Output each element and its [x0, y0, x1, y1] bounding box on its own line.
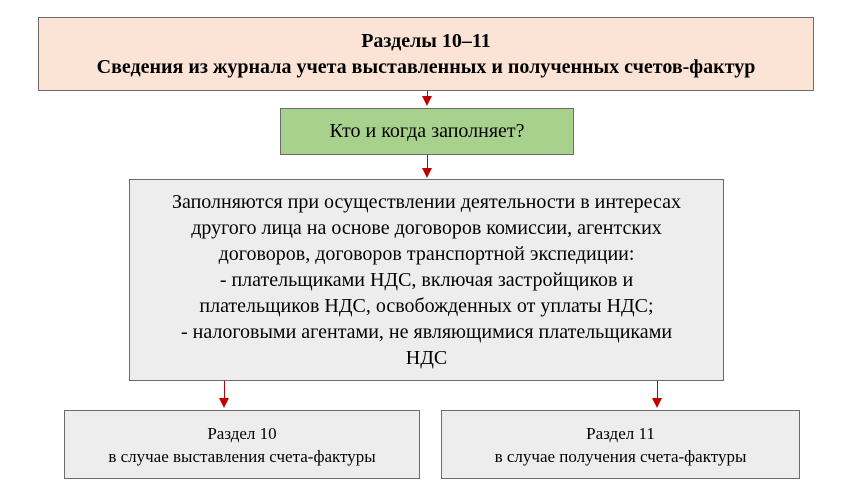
arrow-down-icon	[422, 96, 432, 106]
arrow-down-icon	[652, 398, 662, 408]
section-11-title: Раздел 11	[586, 423, 655, 443]
description-line: НДС	[405, 347, 448, 369]
connector-line	[224, 381, 225, 399]
description-line: - налоговыми агентами, не являющимися плательщиками	[180, 321, 673, 343]
sections-title: Разделы 10–11	[361, 30, 491, 52]
description-line: - плательщиками НДС, включая застройщиков и	[219, 269, 634, 291]
description-line: Заполняются при осуществлении деятельности в интересах	[171, 191, 682, 213]
question-text: Кто и когда заполняет?	[329, 120, 525, 142]
sections-header-box	[38, 17, 814, 91]
arrow-down-icon	[422, 168, 432, 178]
arrow-down-icon	[219, 398, 229, 408]
section-10-title: Раздел 10	[207, 423, 277, 443]
description-line: другого лица на основе договоров комиссии, агентских	[191, 217, 662, 239]
description-box	[129, 179, 724, 381]
connector-line	[427, 155, 428, 169]
description-line: плательщиков НДС, освобожденных от уплаты НДС;	[199, 295, 654, 317]
description-line: договоров, договоров транспортной экспедиции:	[218, 243, 635, 265]
sections-subtitle: Сведения из журнала учета выставленных и полученных счетов-фактур	[96, 56, 756, 78]
connector-line	[657, 381, 658, 399]
question-box	[280, 108, 574, 155]
section-10-text: в случае выставления счета-фактуры	[108, 446, 376, 466]
section-11-text: в случае получения счета-фактуры	[494, 446, 747, 466]
section-11-box	[441, 410, 800, 479]
section-10-box	[64, 410, 420, 479]
